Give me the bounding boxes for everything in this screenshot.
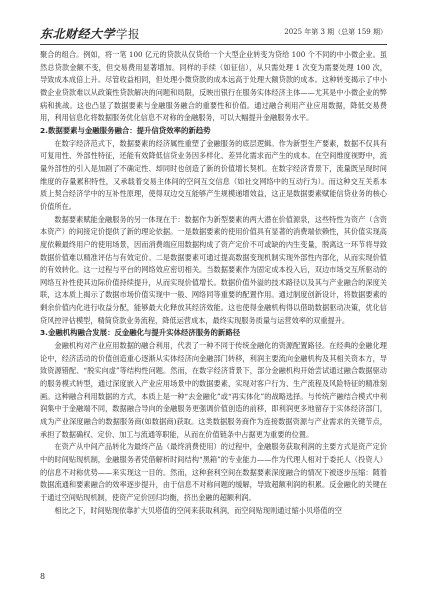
section-heading: 2.数据要素与金融服务融合：提升信贷效率的新趋势 [40, 125, 211, 135]
article-body [40, 49, 387, 517]
body-paragraph: 在数字经济范式下，数据要素的经济属性重塑了金融服务的底层逻辑。作为新型生产要素，数据不仅具有可复用性、外部性特征，还能有效降低信贷业务因多样化、差异化需求而产生的成本。在空间维度视野中，流量外部性的引入是加剧了不确定性、却同时也创造了新的价值增长契机。在数字经济背景下，流量既呈现时间维度的存量累积特性，又承载着交易主体间的空间互交信息（如社交网络中的互动行为）。而这种交互关系本质上契合经济学中的互补性原理，使得双边交互能够产生规模递增效益，这正是数据要素赋能信贷业务的核心价值所在。 [40, 138, 387, 211]
journal-logo [40, 25, 140, 42]
body-paragraph: 在资产从中间产品转化为最终产品（最终消费使用）的过程中，金融服务获取利润的主要方式是资产定价中的时间贴现机制，金融服务者凭借解析时间结构“黑箱”的专业能力——作为代理人相对于委托人（投资人）的信息不对称优势——来实现这一目的。然而，这种套利空间在数据要素深度融合的情况下被逐步压缩：随着数据流通和要素融合的效率逐步提升，由于信息不对称问题的缓解，导致超额利润的积累。反金融化的关键在于通过空间贴现机制，使资产定价回归均衡，挤出金融的超额利润。 [40, 442, 387, 502]
journal-header [40, 24, 387, 44]
journal-logo-suffix: 学报 [116, 27, 141, 41]
issue-info: 2025 年第 3 期（总第 159 期） [284, 28, 387, 36]
section-heading: 3.金融机构融合发展：反金融化与提升实体经济服务的新路径 [40, 328, 241, 338]
body-paragraph: 聚合的组合。例如，将一笔 100 亿元的贷款从仅贷给一个大型企业转变为贷给 100 个不同的中小微企业。虽然总贷款金额不变，但交易费用显著增加。同样的手续（如征信），从只需处理 1 次变为需要处理 100 次，导致成本成倍上升。尽管收益相同，但处理小微贷款的成本远高于处理大额贷款的成本。这种转变揭示了中小微企业贷款难以从政策性贷款解决的问题和局限，反映出银行在服务实体经济主体——尤其是中小微企业的弊病和挑战。这也凸显了数据要素与金融服务融合的重要性和价值。通过融合利用产业应用数据，降低交易费用，利用信息化将数据服务优化信息不对称的金融服务，可以大幅提升金融服务水平。 [40, 50, 387, 123]
body-paragraph: 数据要素赋能金融服务的另一体现在于：数据作为新型要素的两大潜在价值源泉，这些特性为资产（含资本资产）的间接定价提供了新的理论依据。一是数据要素的使用价值具有显著的消费端依赖性，其价值实现高度依赖最终用户的使用场景，因而消费端应用数据构成了资产定价不可或缺的内生变量，脱离这一环节将导致数据价值难以精准评估与有效定价。二是数据要素可通过提高数据变现机制实现外部性内部化，从而实现价值的有效转化。这一过程与平台的网络效应密切相关。当数据要素作为固定成本投入后，双边市场交互所驱动的网络互补性使其边际价值持续提升，从而实现价值增长。数据价值外溢的技术路径以及其与产业融合的深度关联，这本质上揭示了数据市场价值实现中一般、网络同等重要的配置作用。通过制度创新设计，将数据要素的剩余价值内化进行收益分配，能够最大化释放其经济效能。这也使得金融机构得以借助数据驱动决策，优化信贷风控评估模型，精简贷款业务流程，降低运营成本，最终实现服务质量与运营效率的双重提升。 [40, 214, 387, 325]
journal-logo-name: 东北财经大学 [40, 27, 116, 41]
header-rule [40, 44, 387, 45]
page-number: 8 [40, 572, 46, 581]
body-paragraph: 相比之下，时间贴现依靠扩大贝塔值的空间来获取利润，而空间贴现则通过缩小贝塔值的空 [54, 505, 342, 515]
body-paragraph: 金融机构对产业应用数据的融合利用，代表了一种不同于传统金融化的资源配置路径。在经典的金融化理论中，经济活动的价值创造重心逐渐从实体经济向金融部门转移，利润主要流向金融机构及其相关资本方，导致资源错配、“脱实向虚”等结构性问题。然而，在数字经济背景下，部分金融机构开始尝试通过融合数据驱动的服务模式转型，通过深度嵌入产业应用场景中的数据要素，实现对客户行为、生产流程及风险特征的精准刻画。这种融合利用数据的方式，本质上是一种“去金融化”或“再实体化”的战略选择。与传统产融结合模式中利润集中于金融端不同，数据融合导向的金融服务更强调价值创造的前移，即利润更多地留存于实体经济部门，成为产业深度融合的数据服务商(如数据商)获取。这类数据服务商作为连接数据资源与产业需求的关键节点，承担了数据确权、定价、加工与流通等职能，从而在价值链条中占据更为重要的位置。 [40, 341, 387, 439]
